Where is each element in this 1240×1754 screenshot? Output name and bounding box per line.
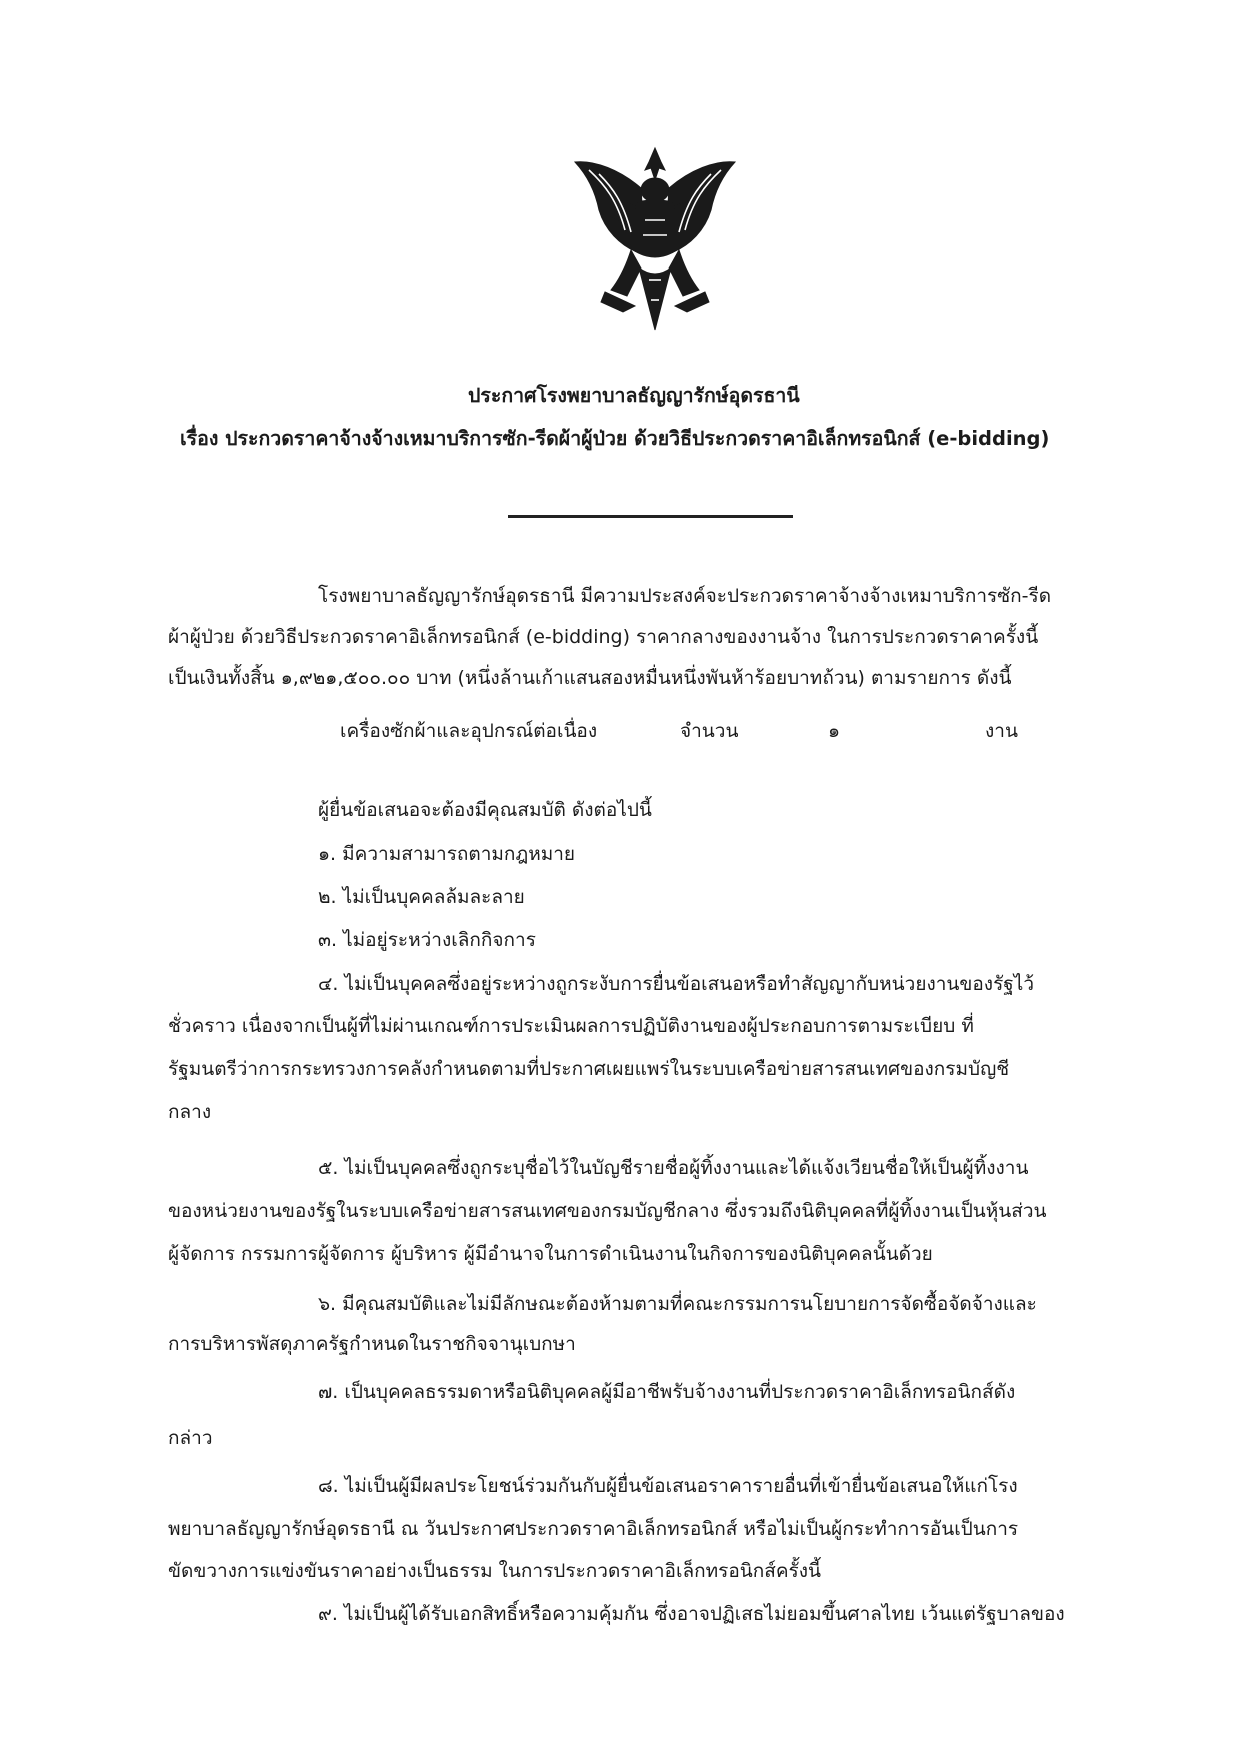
- intro-line: โรงพยาบาลธัญญารักษ์อุดรธานี มีความประสงค์จะประกวดราคาจ้างจ้างเหมาบริการซัก-รีด: [318, 585, 1052, 607]
- intro-line: เป็นเงินทั้งสิ้น ๑,๙๒๑,๕๐๐.๐๐ บาท (หนึ่งล้านเก้าแสนสองหมื่นหนึ่งพันห้าร้อยบาทถ้วน) ตามรายการ ดังนี้: [168, 667, 1012, 689]
- qualification-line: พยาบาลธัญญารักษ์อุดรธานี ณ วันประกาศประกวดราคาอิเล็กทรอนิกส์ หรือไม่เป็นผู้กระทำการอันเป็นการ: [168, 1518, 1019, 1540]
- qualification-line: รัฐมนตรีว่าการกระทรวงการคลังกำหนดตามที่ประกาศเผยแพร่ในระบบเครือข่ายสารสนเทศของกรมบัญชี: [168, 1058, 1010, 1080]
- qualification-line: กลาง: [168, 1101, 212, 1123]
- qualification-line: การบริหารพัสดุภาครัฐกำหนดในราชกิจจานุเบกษา: [168, 1333, 576, 1355]
- announcement-title: ประกาศโรงพยาบาลธัญญารักษ์อุดรธานี: [468, 384, 800, 407]
- qualification-line: ๘. ไม่เป็นผู้มีผลประโยชน์ร่วมกันกับผู้ยื่นข้อเสนอราคารายอื่นที่เข้ายื่นข้อเสนอให้แก่โรง: [318, 1475, 1018, 1497]
- qualification-line: กล่าว: [168, 1427, 213, 1449]
- item-qty: ๑: [828, 720, 841, 742]
- qualification-line: ๒. ไม่เป็นบุคคลล้มละลาย: [318, 886, 525, 908]
- intro-line: ผ้าผู้ป่วย ด้วยวิธีประกวดราคาอิเล็กทรอนิกส์ (e-bidding) ราคากลางของงานจ้าง ในการประกวดราคาครั้งนี้: [168, 626, 1039, 648]
- item-unit: งาน: [985, 720, 1018, 742]
- qualification-line: ๕. ไม่เป็นบุคคลซึ่งถูกระบุชื่อไว้ในบัญชีรายชื่อผู้ทิ้งงานและได้แจ้งเวียนชื่อให้เป็นผู้ทิ้งงาน: [318, 1157, 1029, 1179]
- qualification-line: ๖. มีคุณสมบัติและไม่มีลักษณะต้องห้ามตามที่คณะกรรมการนโยบายการจัดซื้อจัดจ้างและ: [318, 1293, 1037, 1315]
- item-name: เครื่องซักผ้าและอุปกรณ์ต่อเนื่อง: [340, 720, 598, 742]
- subject-line: เรื่อง ประกวดราคาจ้างจ้างเหมาบริการซัก-รีดผ้าผู้ป่วย ด้วยวิธีประกวดราคาอิเล็กทรอนิกส์ (e-bidding): [180, 427, 1050, 450]
- qualification-line: ชั่วคราว เนื่องจากเป็นผู้ที่ไม่ผ่านเกณฑ์การประเมินผลการปฏิบัติงานของผู้ประกอบการตามระเบียบ ที่: [168, 1015, 974, 1037]
- qualification-line: ๔. ไม่เป็นบุคคลซึ่งอยู่ระหว่างถูกระงับการยื่นข้อเสนอหรือทำสัญญากับหน่วยงานของรัฐไว้: [318, 973, 1034, 995]
- item-qty-label: จำนวน: [680, 720, 739, 742]
- qualification-line: ๑. มีความสามารถตามกฎหมาย: [318, 843, 576, 865]
- title-divider: [508, 515, 793, 518]
- qualification-line: ๗. เป็นบุคคลธรรมดาหรือนิติบุคคลผู้มีอาชีพรับจ้างงานที่ประกวดราคาอิเล็กทรอนิกส์ดัง: [318, 1381, 1016, 1403]
- garuda-emblem-icon: [565, 140, 745, 340]
- qualification-line: ขัดขวางการแข่งขันราคาอย่างเป็นธรรม ในการประกวดราคาอิเล็กทรอนิกส์ครั้งนี้: [168, 1560, 821, 1582]
- qualification-line: ผู้จัดการ กรรมการผู้จัดการ ผู้บริหาร ผู้มีอำนาจในการดำเนินงานในกิจการของนิติบุคคลนั้นด้วย: [168, 1243, 933, 1265]
- qualifications-heading: ผู้ยื่นข้อเสนอจะต้องมีคุณสมบัติ ดังต่อไปนี้: [318, 799, 652, 821]
- qualification-line: ๓. ไม่อยู่ระหว่างเลิกกิจการ: [318, 929, 536, 951]
- qualification-line: ของหน่วยงานของรัฐในระบบเครือข่ายสารสนเทศของกรมบัญชีกลาง ซึ่งรวมถึงนิติบุคคลที่ผู้ทิ้งงานเป็นหุ้นส่วน: [168, 1200, 1047, 1222]
- qualification-line: ๙. ไม่เป็นผู้ได้รับเอกสิทธิ์หรือความคุ้มกัน ซึ่งอาจปฏิเสธไม่ยอมขึ้นศาลไทย เว้นแต่รัฐบาลของ: [318, 1603, 1065, 1625]
